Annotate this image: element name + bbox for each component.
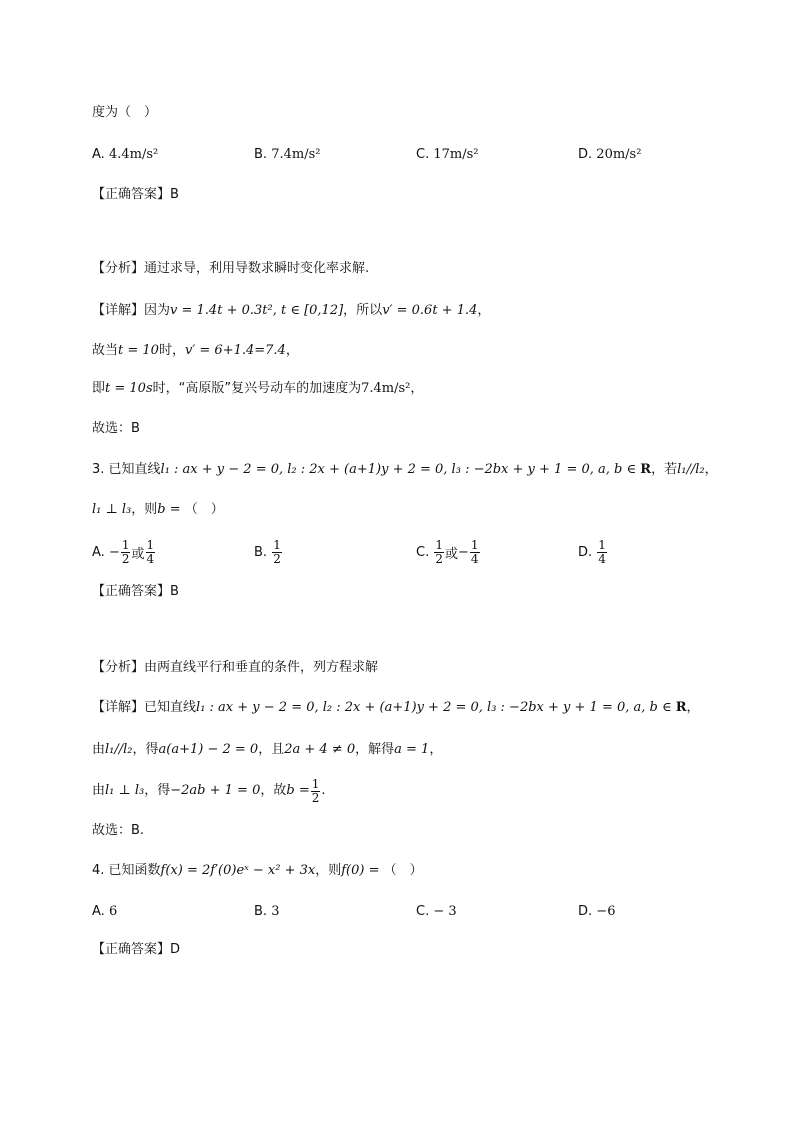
q3-option-a: A. − $\frac{1}{2}$ 或 $\frac{1}{4}$ [92,537,155,566]
q3-stem-line2: l₁ ⊥ l₃，则b = （ ） [92,502,224,517]
q4-option-b: B. 3 [254,903,280,919]
fraction: $\frac{1}{2}$ [121,537,130,566]
q2-option-a: A. 4.4m/s² [92,146,159,162]
q4-option-d: D. −6 [578,903,616,919]
q2-analysis: 【分析】通过求导，利用导数求瞬时变化率求解. [92,261,370,276]
q3-lines: l₁ : ax + y − 2 = 0, l₂ : 2x + (a+1)y + 2 = 0, l₃ : −2bx + y + 1 = 0, a, b ∈ [160,462,641,477]
q3-option-d: D. $\frac{1}{4}$ [578,537,606,566]
q4-option-c: C. − 3 [416,903,457,919]
q2-options [92,139,732,169]
q2-option-a-text: 4.4m/s² [108,146,159,162]
q3-options [92,537,732,567]
q3-detail: 【详解】已知直线l₁ : ax + y − 2 = 0, l₂ : 2x + (a+1)y + 2 = 0, l₃ : −2bx + y + 1 = 0, a, b ∈ R， [92,700,700,715]
q2-option-d: D. 20m/s² [578,146,642,162]
q2-answer: 【正确答案】B [92,187,179,202]
velocity-derivative: v′ = 0.6t + 1.4 [382,303,478,318]
q3-answer: 【正确答案】B [92,584,179,599]
q4-option-a: A. 6 [92,903,118,919]
q3-option-c: C. $\frac{1}{2}$ 或 − $\frac{1}{4}$ [416,537,479,566]
q2-detail: 【详解】因为v = 1.4t + 0.3t², t ∈ [0,12]，所以v′ = 0.6t + 1.4， [92,303,491,318]
q2-option-d-text: 20m/s² [596,146,642,162]
q4-options [92,896,732,926]
q4-stem: 4. 已知函数f(x) = 2f′(0)eˣ − x² + 3x，则f(0) = （ ） [92,863,423,878]
fraction: $\frac{1}{2}$ [435,537,443,566]
q2-detail-line3: 即t = 10s时，“高原版”复兴号动车的加速度为7.4m/s²， [92,381,424,396]
q2-stem-tail: 度为（ ） [92,105,158,120]
fraction: $\frac{1}{4}$ [146,537,155,566]
q2-option-c: C. 17m/s² [416,146,479,162]
fraction: $\frac{1}{2}$ [273,537,281,566]
q3-step2: 由 l₁ ⊥ l₃ ，得 −2ab + 1 = 0 ，故 b = $\frac{1}{2}$ . [92,776,326,805]
q2-option-b-text: 7.4m/s² [271,146,321,162]
q3-analysis: 【分析】由两直线平行和垂直的条件，列方程求解 [92,660,379,675]
velocity-formula: v = 1.4t + 0.3t², t ∈ [0,12] [170,303,344,318]
q3-option-b: B. $\frac{1}{2}$ [254,537,281,566]
fraction: $\frac{1}{4}$ [598,537,606,566]
q3-stem: 3. 已知直线l₁ : ax + y − 2 = 0, l₂ : 2x + (a+1)y + 2 = 0, l₃ : −2bx + y + 1 = 0, a, b ∈ R，若l₁//l₂， [92,462,718,477]
q3-choose: 故选：B. [92,823,145,838]
q2-option-b: B. 7.4m/s² [254,146,321,162]
q2-detail-line2: 故当t = 10时，v′ = 6+1.4=7.4， [92,343,299,358]
q4-answer: 【正确答案】D [92,942,181,957]
q2-option-c-text: 17m/s² [433,146,479,162]
q2-choose: 故选：B [92,421,140,436]
q3-step1: 由l₁//l₂，得a(a+1) − 2 = 0，且2a + 4 ≠ 0，解得a = 1， [92,742,443,757]
fraction: $\frac{1}{4}$ [470,537,479,566]
fraction: $\frac{1}{2}$ [311,776,320,805]
q4-function: f(x) = 2f′(0)eˣ − x² + 3x [160,863,316,878]
